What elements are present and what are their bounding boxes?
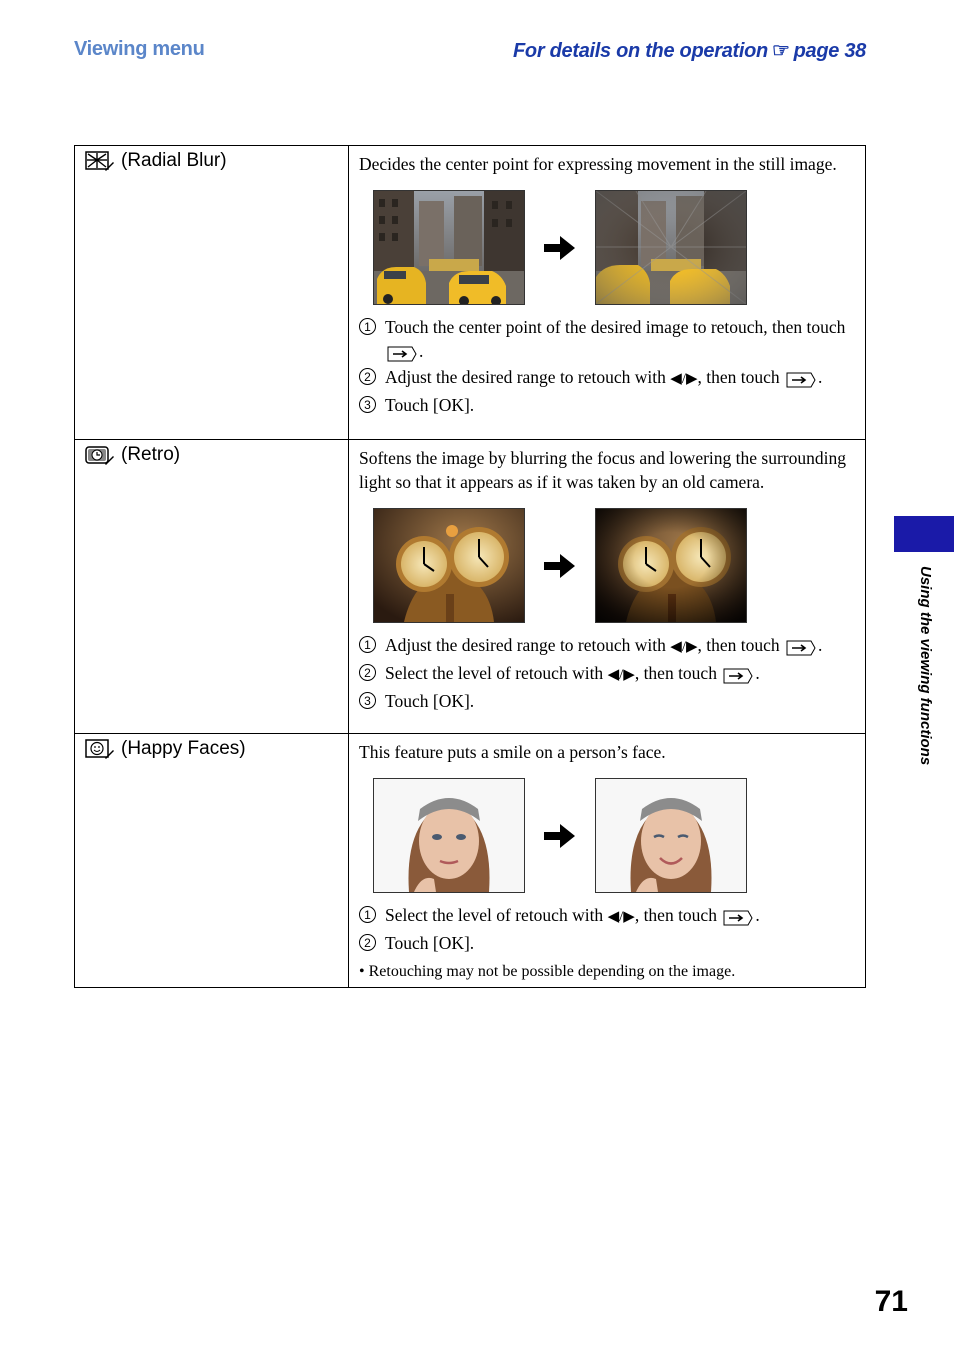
pointing-hand-icon: ☞ (771, 40, 790, 62)
example-images (373, 778, 855, 893)
radial-blur-icon (85, 150, 115, 172)
step-number: 2 (359, 664, 376, 681)
step-number: 1 (359, 318, 376, 335)
step (359, 393, 855, 417)
table-row (75, 440, 866, 734)
step (359, 931, 855, 955)
step-text: Select the level of retouch with (385, 905, 604, 925)
next-arrow-button-icon (387, 346, 417, 362)
feature-name: (Radial Blur) (121, 150, 227, 171)
features-table (74, 145, 866, 988)
step: 2 Select the level of retouch with ◀/▶, then touch . (359, 661, 855, 687)
table-row (75, 146, 866, 440)
step-text: Touch [OK]. (385, 395, 475, 415)
left-right-icon: ◀/▶ (670, 639, 698, 655)
step-number: 2 (359, 934, 376, 951)
next-arrow-button-icon (786, 640, 816, 656)
feature-name-cell (75, 440, 349, 734)
step (359, 689, 855, 713)
clock-photo (373, 508, 525, 623)
example-images (373, 508, 855, 623)
step-text: Adjust the desired range to retouch with (385, 367, 666, 387)
example-images (373, 190, 855, 305)
retro-icon (85, 444, 115, 466)
arrow-right-icon (525, 228, 595, 268)
table-row (75, 734, 866, 988)
taxi-street-radial-blur-photo (595, 190, 747, 305)
feature-description: Decides the center point for expressing movement in the still image. (359, 154, 837, 174)
arrow-right-icon (525, 816, 595, 856)
feature-name-cell (75, 734, 349, 988)
face-smile-photo (595, 778, 747, 893)
details-text: For details on the operation (513, 40, 768, 62)
feature-name-cell (75, 146, 349, 440)
left-right-icon: ◀/▶ (670, 371, 698, 387)
step: 1 Adjust the desired range to retouch with ◀/▶, then touch . (359, 633, 855, 659)
feature-description-cell (349, 734, 866, 988)
feature-description-cell (349, 440, 866, 734)
step-number: 2 (359, 368, 376, 385)
left-right-icon: ◀/▶ (607, 909, 635, 925)
step-text: Touch [OK]. (385, 933, 475, 953)
step-text: Adjust the desired range to retouch with (385, 635, 666, 655)
step-number: 1 (359, 906, 376, 923)
step: 2 Adjust the desired range to retouch with ◀/▶, then touch . (359, 365, 855, 391)
left-right-icon: ◀/▶ (607, 667, 635, 683)
step-text: Select the level of retouch with (385, 663, 604, 683)
feature-name: (Retro) (121, 444, 181, 465)
arrow-right-icon (525, 546, 595, 586)
next-arrow-button-icon (786, 372, 816, 388)
step: 1 Touch the center point of the desired image to retouch, then touch . (359, 315, 855, 363)
next-arrow-button-icon (723, 910, 753, 926)
details-reference (513, 38, 866, 63)
section-side-label: Using the viewing functions (917, 566, 934, 766)
step-text: Touch [OK]. (385, 691, 475, 711)
details-page: page 38 (793, 40, 866, 62)
step-number: 3 (359, 396, 376, 413)
next-arrow-button-icon (723, 668, 753, 684)
feature-name: (Happy Faces) (121, 738, 246, 759)
section-tab (894, 516, 954, 552)
feature-description-cell (349, 146, 866, 440)
clock-retro-photo (595, 508, 747, 623)
step: 1 Select the level of retouch with ◀/▶, then touch . (359, 903, 855, 929)
feature-description: Softens the image by blurring the focus and lowering the surrounding light so that it appears as if it was taken by an old camera. (359, 448, 846, 492)
feature-description: This feature puts a smile on a person’s face. (359, 742, 666, 762)
happy-faces-icon (85, 738, 115, 760)
step-text: Touch the center point of the desired image to retouch, then touch (385, 317, 846, 337)
step-number: 3 (359, 692, 376, 709)
note: • Retouching may not be possible depending on the image. (359, 963, 736, 980)
taxi-street-photo (373, 190, 525, 305)
face-photo (373, 778, 525, 893)
page-number: 71 (874, 1285, 908, 1318)
step-number: 1 (359, 636, 376, 653)
section-title: Viewing menu (74, 38, 205, 60)
